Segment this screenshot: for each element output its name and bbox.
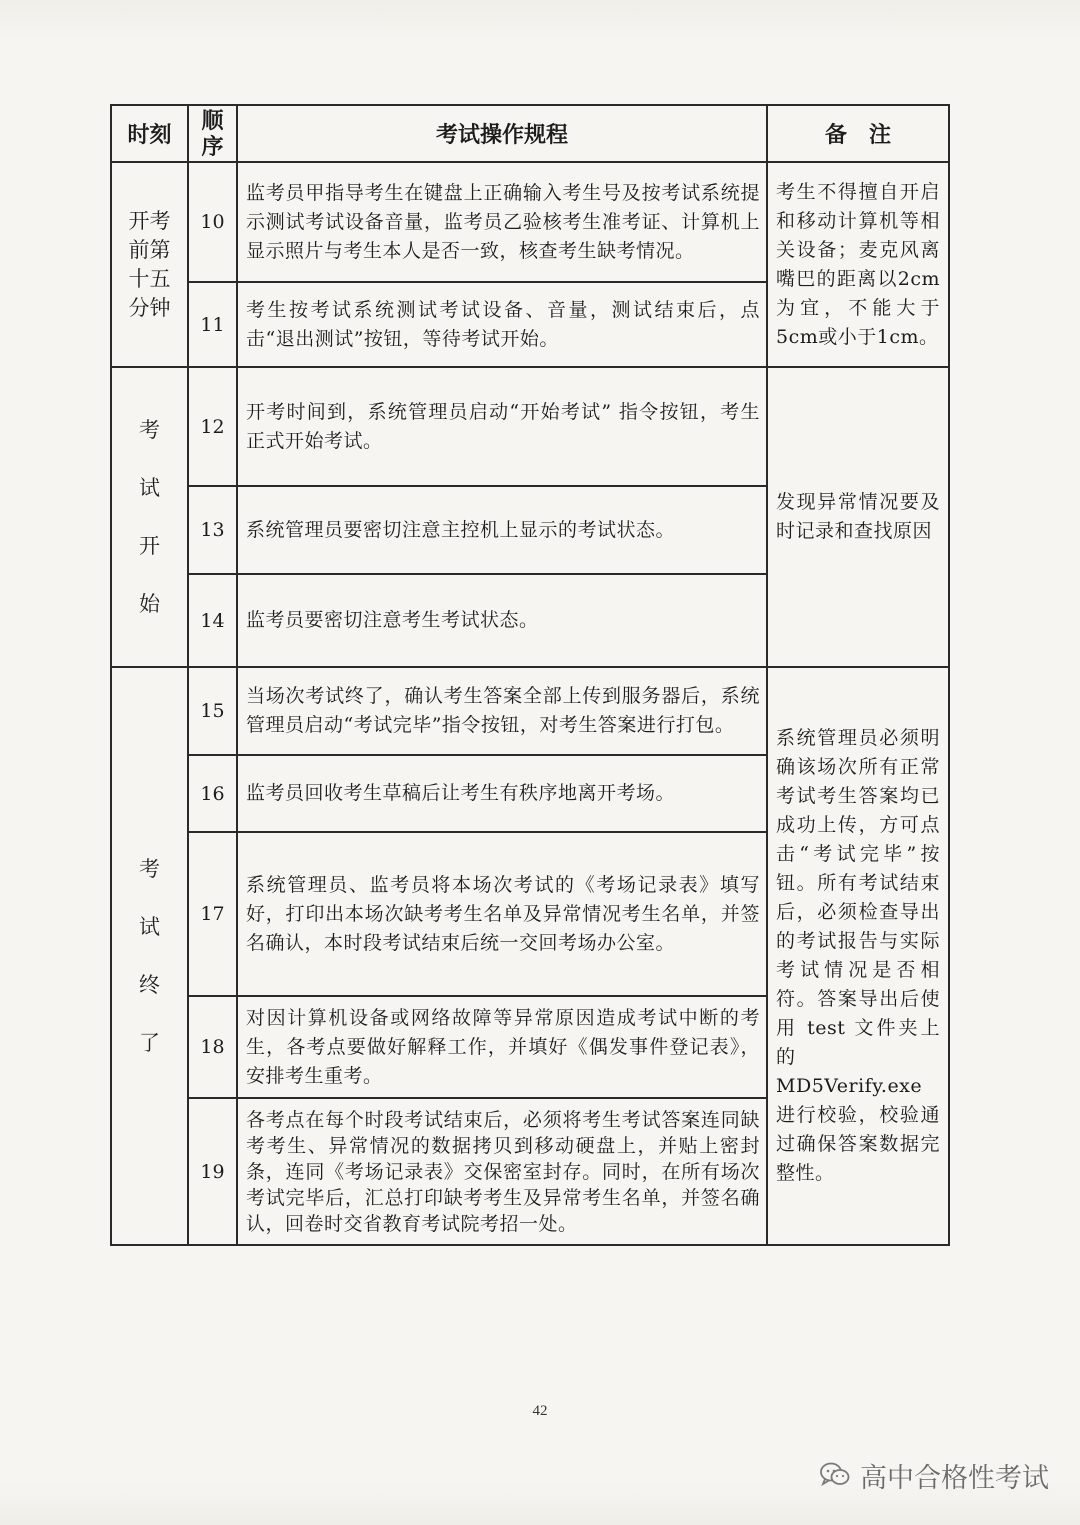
note-exam-end: 系统管理员必须明确该场次所有正常考试考生答案均已成功上传，方可点击“考试完毕”按钮。所有考试结束后，必须检查导出的考试报告与实际考试情况是否相符。答案导出后使用 test 文件夹上 的MD5Verify.exe 进行校验，校验通过确保答案数据完整性。 (767, 667, 949, 1245)
procedure-text: 考生按考试系统测试考试设备、音量，测试结束后，点击“退出测试”按钮，等待考试开始。 (237, 282, 767, 367)
seq-cell: 15 (188, 667, 237, 755)
seq-cell: 19 (188, 1098, 237, 1245)
time-cell-exam-end (111, 667, 188, 1245)
procedure-text: 监考员甲指导考生在键盘上正确输入考生号及按考试系统提示测试考试设备音量，监考员乙验核考生准考证、计算机上显示照片与考生本人是否一致，核查考生缺考情况。 (237, 162, 767, 282)
note-exam-start: 发现异常情况要及时记录和查找原因 (767, 367, 949, 667)
header-seq-text: 顺序 (201, 107, 224, 160)
seq-cell: 17 (188, 832, 237, 996)
wechat-watermark (820, 1457, 1049, 1493)
seq-cell: 10 (188, 162, 237, 282)
note-pre-exam: 考生不得擅自开启和移动计算机等相关设备；麦克风离嘴巴的距离以2cm为宜，不能大于5cm或小于1cm。 (767, 162, 949, 367)
page-number: 42 (532, 1403, 548, 1419)
header-procedure: 考试操作规程 (237, 105, 767, 162)
time-cell-exam-start (111, 367, 188, 667)
procedure-text: 监考员要密切注意考生考试状态。 (237, 574, 767, 667)
procedure-text: 监考员回收考生草稿后让考生有秩序地离开考场。 (237, 755, 767, 832)
table-row (111, 162, 949, 282)
header-seq (188, 105, 237, 162)
seq-cell: 14 (188, 574, 237, 667)
procedure-text: 系统管理员、监考员将本场次考试的《考场记录表》填写好，打印出本场次缺考考生名单及异常情况考生名单，并签名确认，本时段考试结束后统一交回考场办公室。 (237, 832, 767, 996)
time-label-exam-start: 考试开始 (139, 418, 160, 616)
table-header-row (111, 105, 949, 162)
wechat-icon (820, 1462, 850, 1488)
seq-cell: 13 (188, 486, 237, 574)
procedure-text: 各考点在每个时段考试结束后，必须将考生考试答案连同缺考考生、异常情况的数据拷贝到移动硬盘上，并贴上密封条，连同《考场记录表》交保密室封存。同时，在所有场次考试完毕后，汇总打印缺考考生及异常考生名单，并签名确认，回卷时交省教育考试院考招一处。 (237, 1098, 767, 1245)
procedure-text: 当场次考试终了，确认考生答案全部上传到服务器后，系统管理员启动“考试完毕”指令按钮，对考生答案进行打包。 (237, 667, 767, 755)
table-row (111, 367, 949, 486)
seq-cell: 11 (188, 282, 237, 367)
time-label-exam-end: 考试终了 (139, 857, 160, 1055)
procedure-text: 开考时间到，系统管理员启动“开始考试” 指令按钮，考生正式开始考试。 (237, 367, 767, 486)
seq-cell: 16 (188, 755, 237, 832)
seq-cell: 12 (188, 367, 237, 486)
time-cell-pre-exam (111, 162, 188, 367)
header-note: 备 注 (767, 105, 949, 162)
header-time: 时刻 (111, 105, 188, 162)
seq-cell: 18 (188, 996, 237, 1098)
exam-procedure-table (110, 104, 1038, 1246)
procedure-text: 对因计算机设备或网络故障等异常原因造成考试中断的考生，各考点要做好解释工作，并填好《偶发事件登记表》，安排考生重考。 (237, 996, 767, 1098)
time-label-pre-exam: 开考前第十五分钟 (128, 208, 171, 320)
procedure-text: 系统管理员要密切注意主控机上显示的考试状态。 (237, 486, 767, 574)
table-row (111, 667, 949, 755)
watermark-text: 高中合格性考试 (860, 1462, 1049, 1494)
